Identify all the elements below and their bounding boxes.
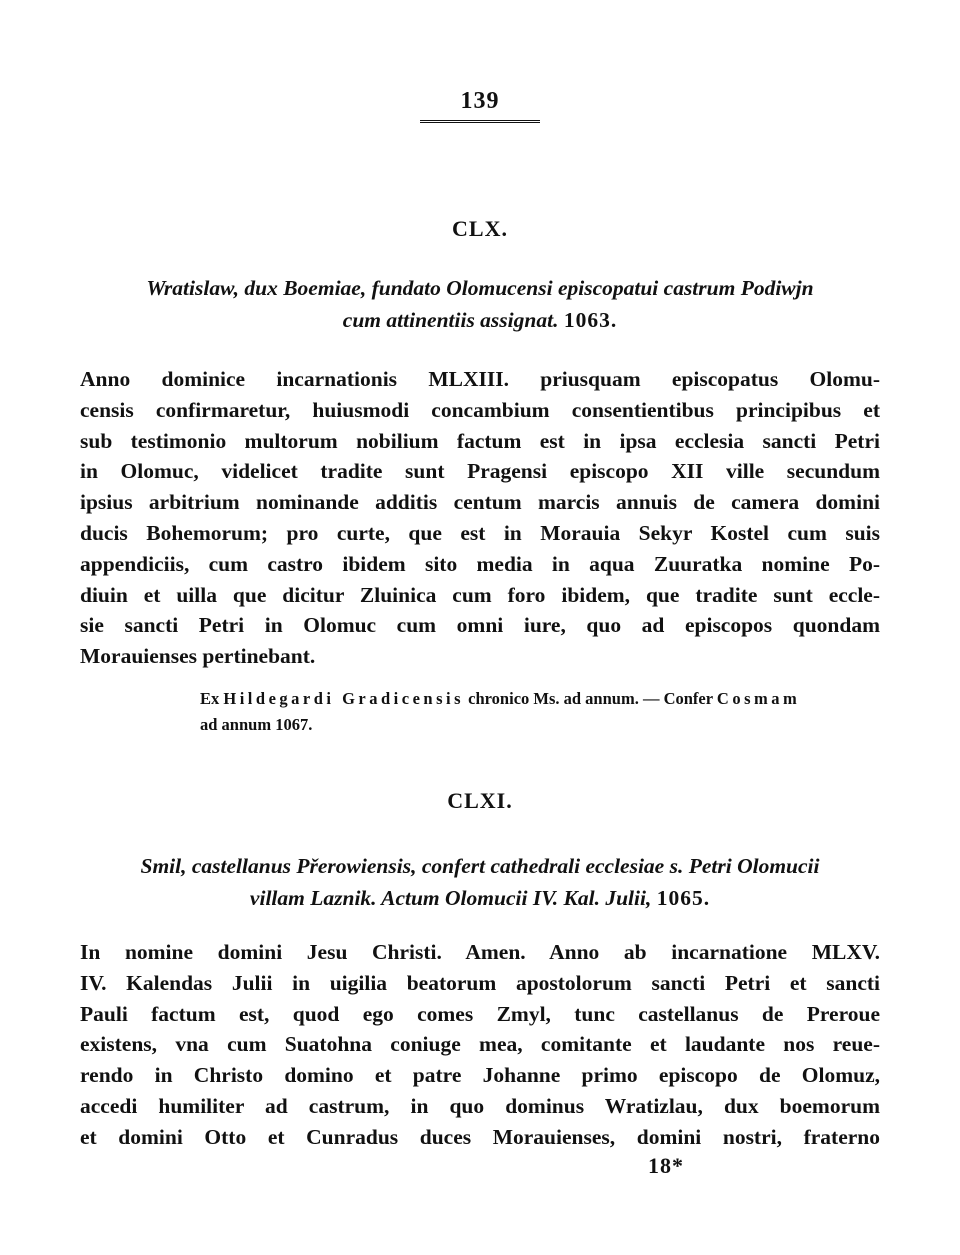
body-line: existens, vna cum Suatohna coniuge mea, comitante et laudante nos reue- bbox=[80, 1032, 880, 1057]
body-line: accedi humiliter ad castrum, in quo dominus Wratizlau, dux boemorum bbox=[80, 1093, 880, 1118]
body-line: appendiciis, cum castro ibidem sito media in aqua Zuuratka nomine Po- bbox=[80, 551, 880, 576]
regest-line-text: cum attinentiis assignat. bbox=[342, 308, 559, 332]
body-line: in Olomuc, videlicet tradite sunt Pragensi episcopo XII ville secundum bbox=[80, 459, 880, 484]
regest-year: 1065. bbox=[656, 886, 711, 910]
source-author: Hildegardi Gradicensis bbox=[223, 689, 465, 708]
document-body bbox=[80, 364, 880, 672]
body-line: Anno dominice incarnationis MLXIII. priusquam episcopatus Olomu- bbox=[80, 367, 880, 391]
body-line: IV. Kalendas Julii in uigilia beatorum apostolorum sancti Petri et sancti bbox=[80, 970, 880, 995]
source-note-line bbox=[200, 686, 880, 712]
source-prefix: Ex bbox=[200, 689, 220, 708]
document-regest bbox=[80, 272, 880, 336]
body-line: Morauienses pertinebant. bbox=[80, 644, 316, 669]
body-line: ipsius arbitrium nominande additis centum marcis annuis de camera domini bbox=[80, 490, 880, 515]
signature-mark: 18* bbox=[648, 1153, 684, 1178]
document-number: CLX. bbox=[452, 216, 508, 241]
page-number: 139 bbox=[460, 88, 500, 114]
page-number-rule bbox=[420, 120, 540, 123]
regest-line: Wratislaw, dux Boemiae, fundato Olomucensi episcopatui castrum Podiwjn bbox=[146, 276, 814, 300]
body-line: sub testimonio multorum nobilium factum est in ipsa ecclesia sancti Petri bbox=[80, 428, 880, 453]
source-rest: chronico Ms. ad annum. — Confer bbox=[468, 689, 713, 708]
regest-year: 1063. bbox=[563, 308, 618, 332]
body-line: In nomine domini Jesu Christi. Amen. Anno ab incarnatione MLXV. bbox=[80, 940, 880, 964]
body-line: sie sancti Petri in Olomuc cum omni iure, quo ad episcopos quondam bbox=[80, 613, 880, 638]
regest-line bbox=[80, 882, 880, 914]
document-page bbox=[80, 0, 880, 1255]
document-number: CLXI. bbox=[447, 788, 513, 813]
body-line: censis confirmaretur, huiusmodi concambium consentientibus principibus et bbox=[80, 397, 880, 422]
document-body bbox=[80, 937, 880, 1153]
source-note-line: ad annum 1067. bbox=[200, 715, 313, 734]
source-note bbox=[200, 686, 880, 738]
body-line: ducis Bohemorum; pro curte, que est in Morauia Sekyr Kostel cum suis bbox=[80, 520, 880, 545]
document-regest bbox=[80, 850, 880, 914]
body-line: et domini Otto et Cunradus duces Morauienses, domini nostri, fraterno bbox=[80, 1124, 880, 1149]
regest-line bbox=[80, 304, 880, 336]
regest-line-text: villam Laznik. Actum Olomucii IV. Kal. Julii, bbox=[249, 886, 652, 910]
source-author-secondary: Cosmam bbox=[716, 689, 801, 708]
body-line: rendo in Christo domino et patre Johanne primo episcopo de Olomuz, bbox=[80, 1063, 880, 1088]
body-line: Pauli factum est, quod ego comes Zmyl, tunc castellanus de Preroue bbox=[80, 1001, 880, 1026]
body-line: diuin et uilla que dicitur Zluinica cum foro ibidem, que tradite sunt eccle- bbox=[80, 582, 880, 607]
regest-line: Smil, castellanus Přerowiensis, confert cathedrali ecclesiae s. Petri Olomucii bbox=[140, 854, 820, 878]
